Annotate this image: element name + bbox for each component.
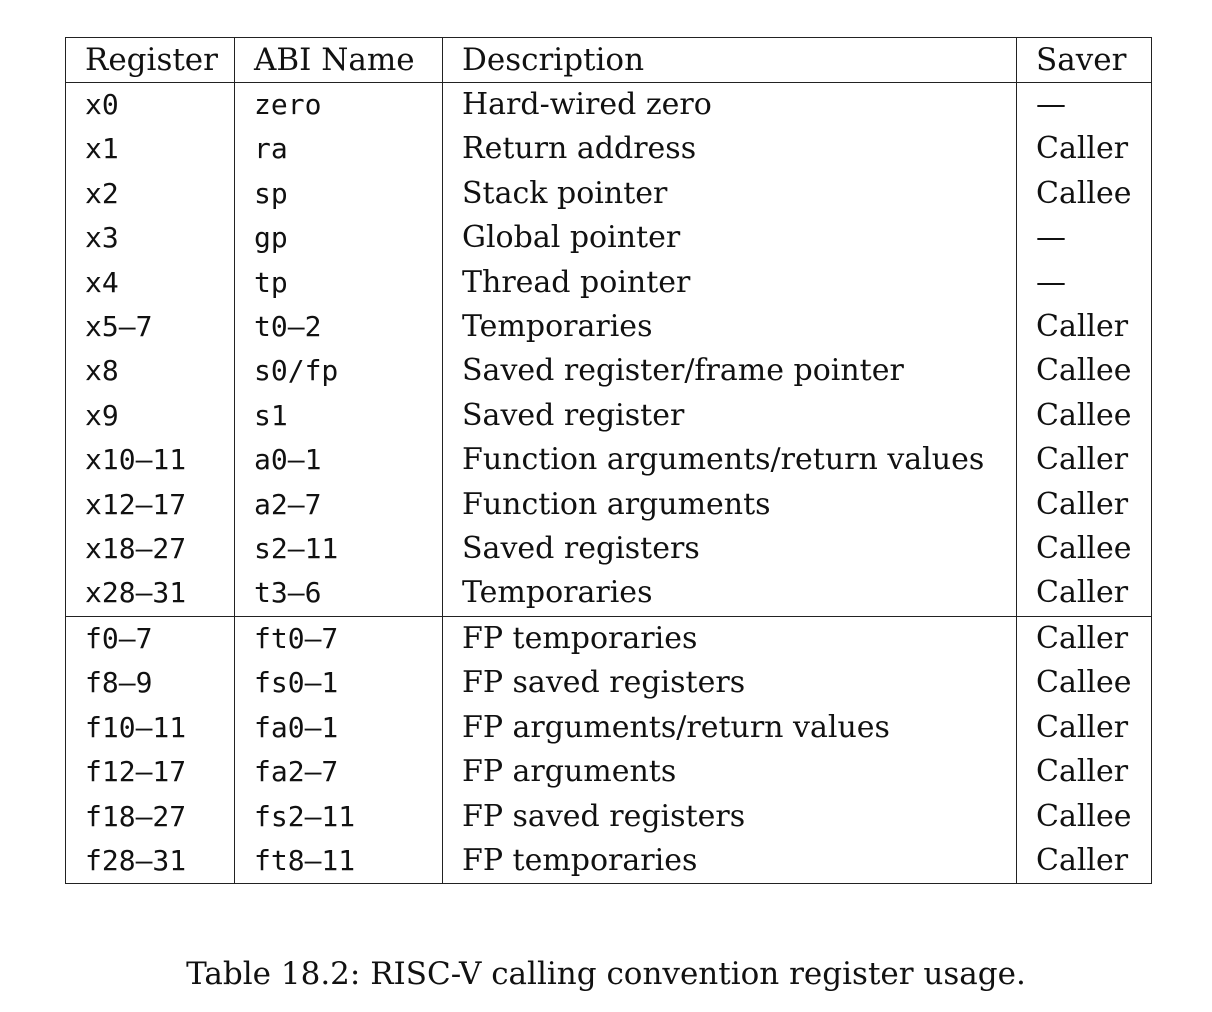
abi-name-cell: s0/fp [235, 349, 443, 393]
saver-cell: Caller [1017, 616, 1152, 661]
register-cell: x12–17 [66, 483, 235, 527]
table-row [66, 83, 1152, 128]
table-row [66, 616, 1152, 661]
fp-registers-section [66, 616, 1152, 883]
saver-cell: Callee [1017, 349, 1152, 393]
table-row [66, 216, 1152, 260]
abi-name-cell: t0–2 [235, 305, 443, 349]
register-cell: x28–31 [66, 571, 235, 616]
description-cell: Saved registers [443, 527, 1017, 571]
header-row [66, 38, 1152, 83]
description-cell: Return address [443, 127, 1017, 171]
abi-name-cell: s1 [235, 394, 443, 438]
register-cell: x10–11 [66, 438, 235, 482]
abi-name-cell: tp [235, 261, 443, 305]
description-cell: Function arguments [443, 483, 1017, 527]
description-cell: FP arguments/return values [443, 706, 1017, 750]
description-cell: Hard-wired zero [443, 83, 1017, 128]
register-cell: x0 [66, 83, 235, 128]
saver-cell: Callee [1017, 661, 1152, 705]
header-saver: Saver [1017, 38, 1152, 83]
saver-cell: — [1017, 261, 1152, 305]
description-cell: Stack pointer [443, 172, 1017, 216]
description-cell: FP temporaries [443, 616, 1017, 661]
abi-name-cell: ra [235, 127, 443, 171]
register-cell: x18–27 [66, 527, 235, 571]
table-row [66, 706, 1152, 750]
register-cell: f8–9 [66, 661, 235, 705]
saver-cell: Callee [1017, 527, 1152, 571]
description-cell: Function arguments/return values [443, 438, 1017, 482]
saver-cell: Caller [1017, 839, 1152, 884]
register-cell: f0–7 [66, 616, 235, 661]
integer-registers-section [66, 83, 1152, 617]
register-cell: f18–27 [66, 795, 235, 839]
table-row [66, 661, 1152, 705]
table-row [66, 750, 1152, 794]
saver-cell: Caller [1017, 305, 1152, 349]
abi-name-cell: fs0–1 [235, 661, 443, 705]
abi-name-cell: ft8–11 [235, 839, 443, 884]
abi-name-cell: a0–1 [235, 438, 443, 482]
register-cell: x4 [66, 261, 235, 305]
abi-name-cell: gp [235, 216, 443, 260]
register-cell: x2 [66, 172, 235, 216]
register-cell: x5–7 [66, 305, 235, 349]
register-cell: x9 [66, 394, 235, 438]
description-cell: FP temporaries [443, 839, 1017, 884]
abi-name-cell: s2–11 [235, 527, 443, 571]
register-cell: x1 [66, 127, 235, 171]
saver-cell: Caller [1017, 127, 1152, 171]
description-cell: Saved register/frame pointer [443, 349, 1017, 393]
table-row [66, 571, 1152, 616]
header-abi-name: ABI Name [235, 38, 443, 83]
table-row [66, 839, 1152, 884]
register-cell: x8 [66, 349, 235, 393]
description-cell: Temporaries [443, 305, 1017, 349]
table-row [66, 795, 1152, 839]
abi-name-cell: fs2–11 [235, 795, 443, 839]
abi-name-cell: t3–6 [235, 571, 443, 616]
table-row [66, 127, 1152, 171]
table-row [66, 394, 1152, 438]
abi-name-cell: a2–7 [235, 483, 443, 527]
saver-cell: Callee [1017, 394, 1152, 438]
saver-cell: Caller [1017, 750, 1152, 794]
table-row [66, 172, 1152, 216]
abi-name-cell: zero [235, 83, 443, 128]
saver-cell: — [1017, 216, 1152, 260]
register-cell: x3 [66, 216, 235, 260]
description-cell: FP saved registers [443, 661, 1017, 705]
abi-name-cell: fa0–1 [235, 706, 443, 750]
table-row [66, 438, 1152, 482]
saver-cell: Caller [1017, 438, 1152, 482]
register-cell: f10–11 [66, 706, 235, 750]
abi-name-cell: ft0–7 [235, 616, 443, 661]
table-row [66, 305, 1152, 349]
table-row [66, 527, 1152, 571]
saver-cell: — [1017, 83, 1152, 128]
description-cell: FP saved registers [443, 795, 1017, 839]
description-cell: Temporaries [443, 571, 1017, 616]
description-cell: Thread pointer [443, 261, 1017, 305]
saver-cell: Callee [1017, 795, 1152, 839]
header-register: Register [66, 38, 235, 83]
register-cell: f28–31 [66, 839, 235, 884]
description-cell: Saved register [443, 394, 1017, 438]
abi-name-cell: sp [235, 172, 443, 216]
table-row [66, 349, 1152, 393]
description-cell: Global pointer [443, 216, 1017, 260]
header-description: Description [443, 38, 1017, 83]
table-caption: Table 18.2: RISC-V calling convention register usage. [186, 956, 1026, 992]
table-row [66, 483, 1152, 527]
saver-cell: Caller [1017, 571, 1152, 616]
table-header [66, 38, 1152, 83]
saver-cell: Caller [1017, 483, 1152, 527]
description-cell: FP arguments [443, 750, 1017, 794]
saver-cell: Caller [1017, 706, 1152, 750]
table-row [66, 261, 1152, 305]
saver-cell: Callee [1017, 172, 1152, 216]
abi-name-cell: fa2–7 [235, 750, 443, 794]
register-usage-table [65, 37, 1152, 884]
register-cell: f12–17 [66, 750, 235, 794]
